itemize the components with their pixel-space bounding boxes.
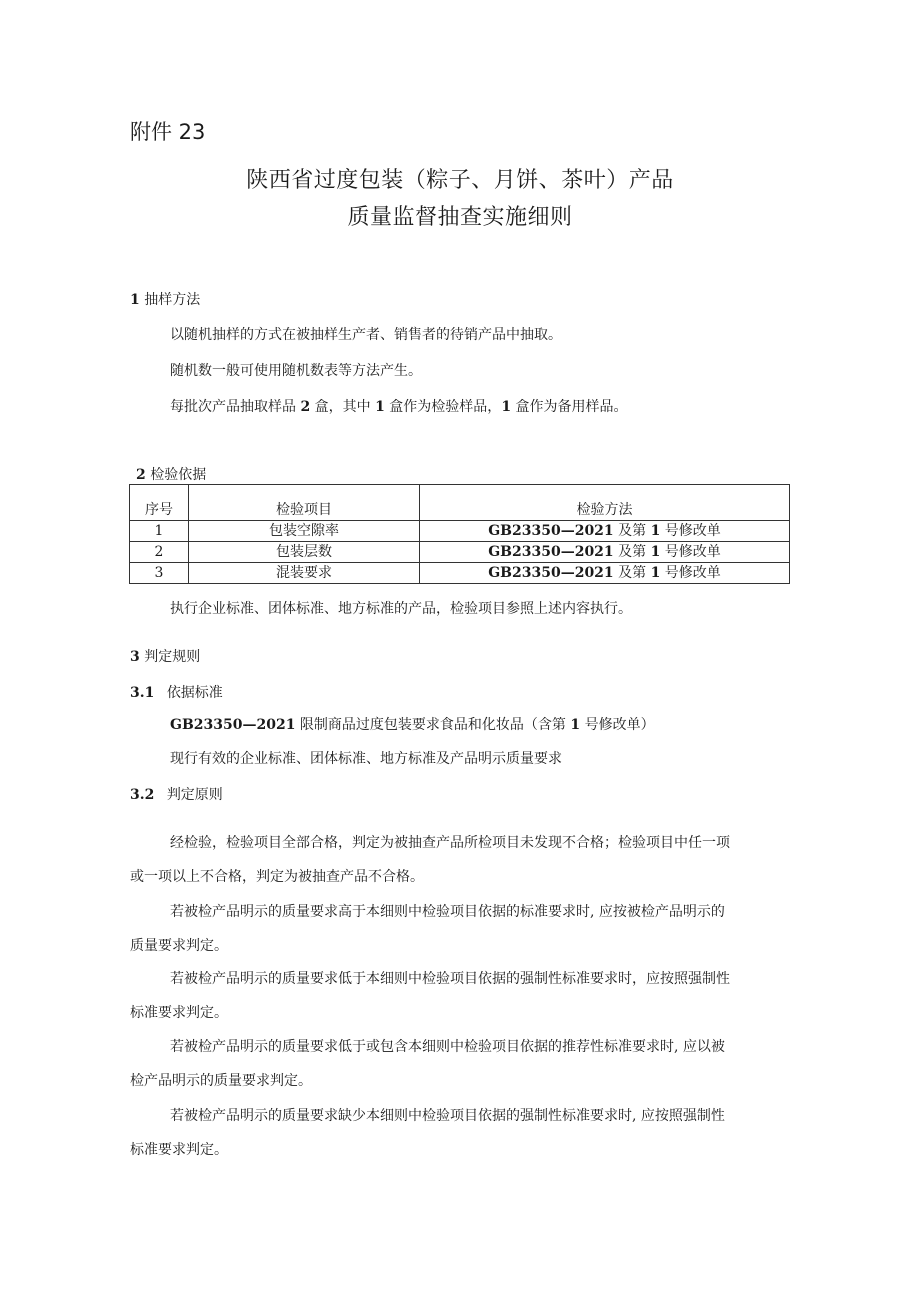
inspection-basis-table bbox=[129, 484, 790, 584]
text-run: 号修改单） bbox=[580, 717, 655, 733]
text-run: 号修改单 bbox=[660, 564, 721, 581]
principle-p1-line1: 经检验，检验项目全部合格，判定为被抽查产品所检项目未发现不合格；检验项目中任一项 bbox=[170, 835, 730, 851]
section-3-1-title: 依据标准 bbox=[166, 685, 223, 701]
cell-method bbox=[420, 563, 790, 584]
section-1-para-3 bbox=[170, 396, 628, 416]
text-run: 盒，其中 bbox=[310, 399, 376, 415]
principle-p3-line2: 标准要求判定。 bbox=[130, 1005, 228, 1021]
principle-p5-line2: 标准要求判定。 bbox=[130, 1142, 228, 1158]
section-3-title: 判定规则 bbox=[144, 649, 201, 665]
section-2-heading bbox=[136, 464, 206, 484]
cell-method bbox=[420, 542, 790, 563]
attachment-label: 附件 23 bbox=[130, 120, 206, 144]
principle-p4-line1: 若被检产品明示的质量要求低于或包含本细则中检验项目依据的推荐性标准要求时, 应以被 bbox=[170, 1039, 725, 1055]
section-1-number: 1 bbox=[130, 292, 140, 308]
section-2-note: 执行企业标准、团体标准、地方标准的产品，检验项目参照上述内容执行。 bbox=[170, 601, 632, 617]
section-3-number: 3 bbox=[130, 649, 140, 665]
standard-code: GB23350—2021 bbox=[488, 564, 614, 581]
cell-method bbox=[420, 521, 790, 542]
text-run: 号修改单 bbox=[660, 522, 721, 539]
cell-item: 包装层数 bbox=[189, 542, 420, 563]
table-header-row bbox=[130, 485, 790, 521]
standard-code: GB23350—2021 bbox=[488, 543, 614, 560]
number-run: 1 bbox=[650, 543, 661, 560]
section-3-1-number: 3.1 bbox=[130, 685, 155, 701]
text-run: 及第 bbox=[613, 564, 651, 581]
number-run: 1 bbox=[650, 522, 661, 539]
section-3-1-heading bbox=[130, 682, 223, 702]
text-run: 盒作为备用样品。 bbox=[511, 399, 628, 415]
standard-reference-2: 现行有效的企业标准、团体标准、地方标准及产品明示质量要求 bbox=[170, 751, 562, 767]
header-cell-method: 检验方法 bbox=[420, 485, 790, 521]
section-2-number: 2 bbox=[136, 467, 146, 483]
principle-p4-line2: 检产品明示的质量要求判定。 bbox=[130, 1073, 312, 1089]
table-row bbox=[130, 542, 790, 563]
table-row bbox=[130, 521, 790, 542]
number-run: 2 bbox=[300, 399, 311, 415]
table-row bbox=[130, 563, 790, 584]
section-1-title: 抽样方法 bbox=[144, 292, 201, 308]
cell-no: 1 bbox=[130, 521, 189, 542]
section-3-2-title: 判定原则 bbox=[166, 787, 223, 803]
section-3-heading bbox=[130, 646, 200, 666]
principle-p2-line1: 若被检产品明示的质量要求高于本细则中检验项目依据的标准要求时, 应按被检产品明示的 bbox=[170, 904, 725, 920]
cell-no: 3 bbox=[130, 563, 189, 584]
doc-title-line1: 陕西省过度包装（粽子、月饼、茶叶）产品 bbox=[246, 168, 674, 193]
cell-item: 包装空隙率 bbox=[189, 521, 420, 542]
section-2-title: 检验依据 bbox=[150, 467, 207, 483]
number-run: 1 bbox=[375, 399, 385, 415]
principle-p1-line2: 或一项以上不合格，判定为被抽查产品不合格。 bbox=[130, 869, 424, 885]
cell-item: 混装要求 bbox=[189, 563, 420, 584]
section-3-2-number: 3.2 bbox=[130, 787, 155, 803]
header-cell-no: 序号 bbox=[130, 485, 189, 521]
section-1-para-1: 以随机抽样的方式在被抽样生产者、销售者的待销产品中抽取。 bbox=[170, 327, 562, 343]
text-run: 每批次产品抽取样品 bbox=[170, 399, 301, 415]
standard-code: GB23350—2021 bbox=[170, 717, 296, 733]
text-run: 限制商品过度包装要求食品和化妆品（含第 bbox=[295, 717, 571, 733]
number-run: 1 bbox=[570, 717, 581, 733]
standard-reference bbox=[170, 714, 655, 734]
doc-title-line2: 质量监督抽查实施细则 bbox=[347, 205, 573, 230]
section-1-heading bbox=[130, 289, 200, 309]
header-cell-item: 检验项目 bbox=[189, 485, 420, 521]
principle-p2-line2: 质量要求判定。 bbox=[130, 938, 228, 954]
cell-no: 2 bbox=[130, 542, 189, 563]
number-run: 1 bbox=[501, 399, 512, 415]
text-run: 号修改单 bbox=[660, 543, 721, 560]
text-run: 及第 bbox=[613, 522, 651, 539]
text-run: 及第 bbox=[613, 543, 651, 560]
number-run: 1 bbox=[650, 564, 661, 581]
principle-p3-line1: 若被检产品明示的质量要求低于本细则中检验项目依据的强制性标准要求时，应按照强制性 bbox=[170, 971, 730, 987]
section-1-para-2: 随机数一般可使用随机数表等方法产生。 bbox=[170, 363, 422, 379]
principle-p5-line1: 若被检产品明示的质量要求缺少本细则中检验项目依据的强制性标准要求时, 应按照强制性 bbox=[170, 1108, 725, 1124]
standard-code: GB23350—2021 bbox=[488, 522, 614, 539]
section-3-2-heading bbox=[130, 784, 223, 804]
text-run: 盒作为检验样品， bbox=[384, 399, 502, 415]
